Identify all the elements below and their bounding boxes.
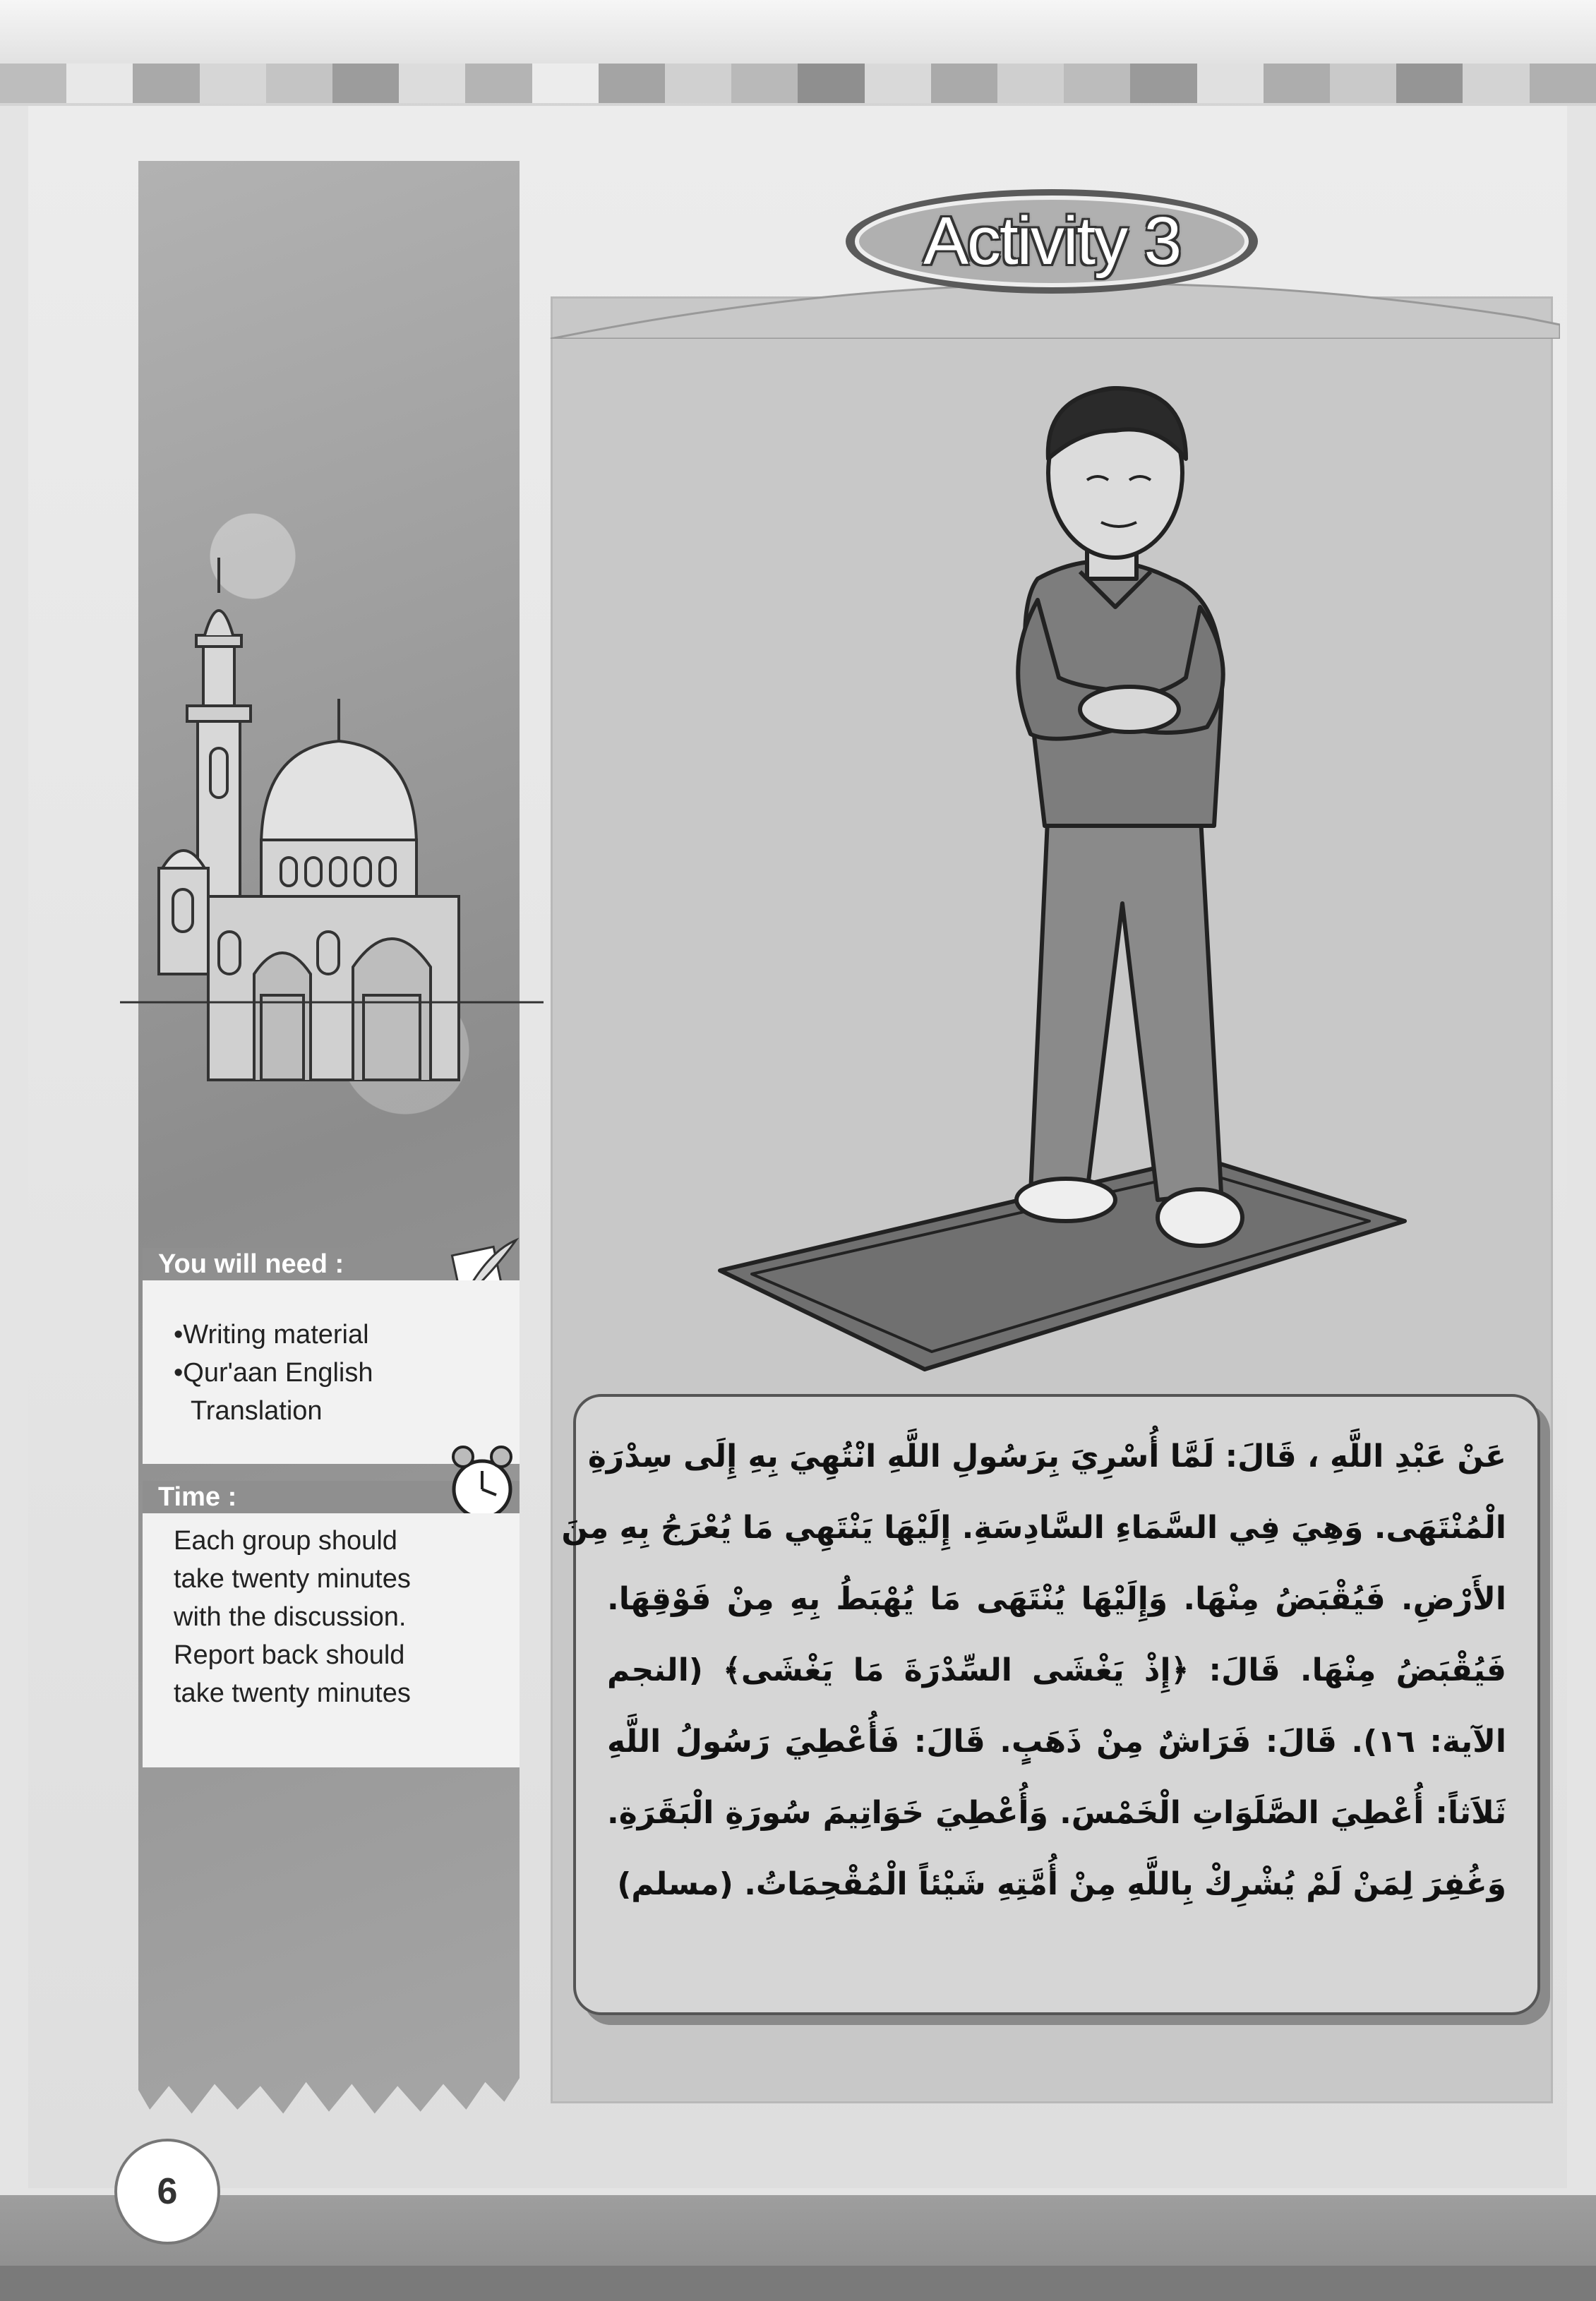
bottom-stripe — [0, 2266, 1596, 2301]
you-will-need-label: You will need : — [158, 1249, 344, 1279]
time-line-3: with the discussion. — [174, 1602, 407, 1632]
time-line-1: Each group should — [174, 1526, 397, 1556]
hadith-line-2: الْمُنْتَهَى. وَهِيَ فِي السَّمَاءِ السَّادِسَةِ. إِلَيْهَا يَنْتَهِي مَا يُعْرَجُ بِهِ مِنَ — [561, 1510, 1506, 1546]
you-will-need-box — [143, 1280, 520, 1464]
hadith-line-1: عَنْ عَبْدِ اللَّهِ ، قَالَ: لَمَّا أُسْرِيَ بِرَسُولِ اللَّهِ انْتُهِيَ بِهِ إِلَى سِدْرَةِ — [587, 1438, 1506, 1474]
need-item-quran: •Qur'aan English — [174, 1358, 373, 1388]
man-praying-illustration — [664, 367, 1454, 1383]
time-line-4: Report back should — [174, 1640, 405, 1670]
sidebar-column — [138, 161, 520, 2137]
need-item-writing: •Writing material — [174, 1320, 369, 1350]
hadith-line-6: ثَلاَثاً: أُعْطِيَ الصَّلَوَاتِ الْخَمْسَ. وَأُعْطِيَ خَوَاتِيمَ سُورَةِ الْبَقَرَةِ. — [607, 1795, 1506, 1831]
time-description — [143, 1513, 520, 1712]
mosque-illustration — [120, 536, 544, 1101]
checker-strip — [0, 64, 1596, 103]
hadith-line-3: الأَرْضِ. فَيُقْبَضُ مِنْهَا. وَإِلَيْهَا يُنْتَهَى مَا يُهْبَطُ بِهِ مِنْ فَوْقِهَا. — [607, 1581, 1506, 1617]
need-item-translation: Translation — [191, 1396, 323, 1426]
hadith-box — [561, 1394, 1540, 2015]
time-line-5: take twenty minutes — [174, 1678, 411, 1708]
time-label: Time : — [158, 1482, 237, 1512]
activity-title: Activity 3 — [923, 203, 1181, 279]
hadith-line-5: الآية: ١٦). قَالَ: فَرَاشٌ مِنْ ذَهَبٍ. قَالَ: فَأُعْطِيَ رَسُولُ اللَّهِ — [607, 1724, 1506, 1760]
hadith-line-4: فَيُقْبَضُ مِنْهَا. قَالَ: ﴿إِذْ يَغْشَى السِّدْرَةَ مَا يَغْشَى﴾ (النجم — [607, 1652, 1506, 1688]
page-number: 6 — [114, 2139, 220, 2245]
time-box — [143, 1513, 520, 1767]
time-line-2: take twenty minutes — [174, 1564, 411, 1594]
hadith-line-7: وَغُفِرَ لِمَنْ لَمْ يُشْرِكْ بِاللَّهِ مِنْ أُمَّتِهِ شَيْئاً الْمُقْحِمَاتُ. (مسلم) — [617, 1866, 1506, 1902]
